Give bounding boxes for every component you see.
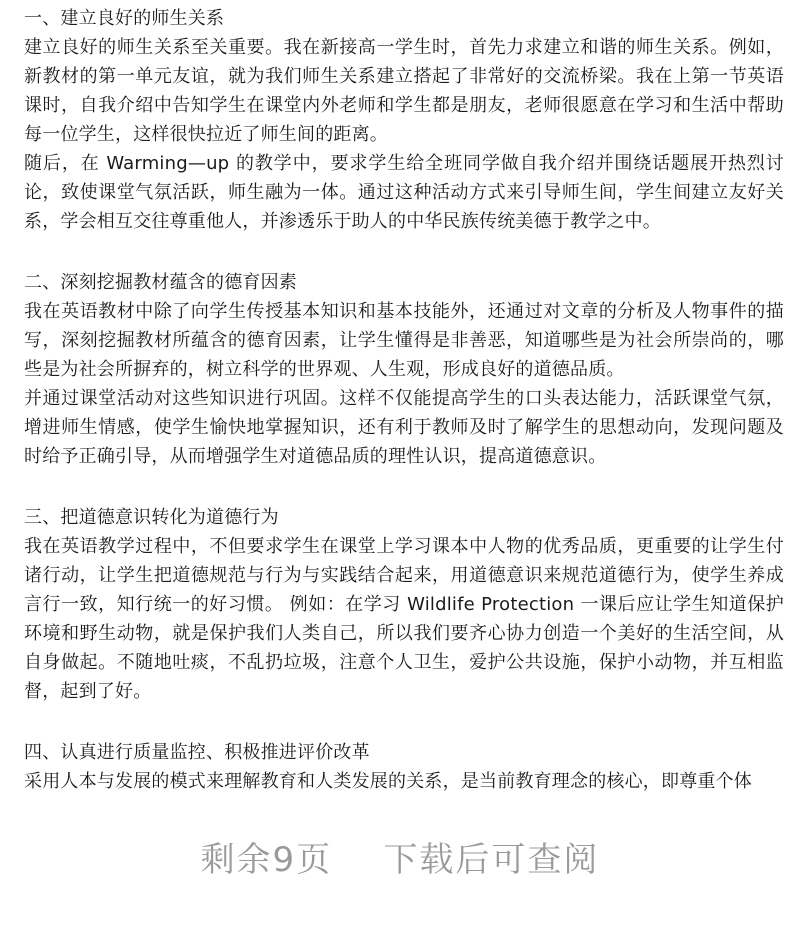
paragraph: 我在英语教学过程中，不但要求学生在课堂上学习课本中人物的优秀品质，更重要的让学生付诸行动，让学生把道德规范与行为与实践结合起来，用道德意识来规范道德行为，使学生养成言行一致，知行统一的好习惯。 例如：在学习 Wildlife Protection 一课后应让学生知道保护环境和野生动物，就是保护我们人类自己，所以我们要齐心协力创造一个美好的生活空间，从自身做起。不随地吐痰，不乱扔垃圾，注意个人卫生，爱护公共设施，保护小动物，并互相监督，起到了好。 — [24, 536, 784, 702]
paragraph: 随后，在 Warming—up 的教学中，要求学生给全班同学做自我介绍并围绕话题展开热烈讨论，致使课堂气氛活跃，师生融为一体。通过这种活动方式来引导师生间，学生间建立友好关系，学会相互交往尊重他人，并渗透乐于助人的中华民族传统美德于教学之中。 — [24, 153, 784, 232]
section-2 — [24, 268, 784, 471]
paragraph: 并通过课堂活动对这些知识进行巩固。这样不仅能提高学生的口头表达能力，活跃课堂气氛，增进师生情感，使学生愉快地掌握知识，还有利于教师及时了解学生的思想动向，发现问题及时给予正确引导，从而增强学生对道德品质的理性认识，提高道德意识。 — [24, 388, 784, 467]
section-1 — [24, 4, 784, 236]
section-4 — [24, 738, 784, 796]
document-body — [24, 4, 784, 796]
section-heading: 二、深刻挖掘教材蕴含的德育因素 — [24, 272, 297, 293]
paragraph: 建立良好的师生关系至关重要。我在新接高一学生时，首先力求建立和谐的师生关系。例如，新教材的第一单元友谊，就为我们师生关系建立搭起了非常好的交流桥梁。我在上第一节英语课时，自我介绍中告知学生在课堂内外老师和学生都是朋友，老师很愿意在学习和生活中帮助每一位学生，这样很快拉近了师生间的距离。 — [24, 37, 784, 145]
paragraph: 采用人本与发展的模式来理解教育和人类发展的关系，是当前教育理念的核心，即尊重个体 — [24, 771, 752, 792]
remaining-pages-label: 剩余9页 — [200, 840, 333, 880]
section-3 — [24, 503, 784, 706]
paragraph: 我在英语教材中除了向学生传授基本知识和基本技能外，还通过对文章的分析及人物事件的描写，深刻挖掘教材所蕴含的德育因素，让学生懂得是非善恶，知道哪些是为社会所崇尚的，哪些是为社会所摒弃的，树立科学的世界观、人生观，形成良好的道德品质。 — [24, 301, 784, 380]
download-prompt[interactable] — [0, 832, 800, 881]
section-heading: 四、认真进行质量监控、积极推进评价改革 — [24, 742, 370, 763]
download-to-view-label: 下载后可查阅 — [383, 840, 600, 880]
section-heading: 三、把道德意识转化为道德行为 — [24, 507, 279, 528]
section-heading: 一、建立良好的师生关系 — [24, 8, 225, 29]
